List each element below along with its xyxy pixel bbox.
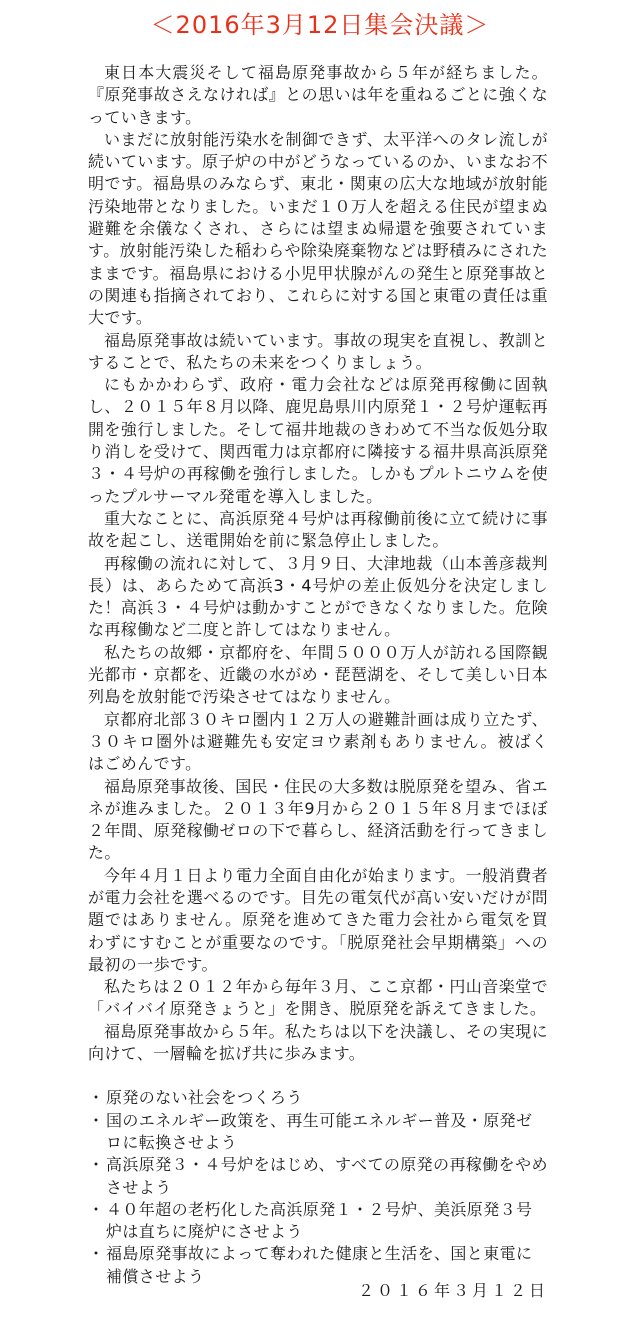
resolution-document [88,62,548,1288]
bullet-dot-icon: ・ [88,1199,105,1219]
paragraph: 福島原発事故から５年。私たちは以下を決議し、その実現に向けて、一層輪を拡げ共に歩みます。 [88,1021,548,1064]
paragraph: いまだに放射能汚染水を制御できず、太平洋へのタレ流しが続いています。原子炉の中がどうなっているのか、いまなお不明です。福島県のみならず、東北・関東の広大な地域が放射能汚染地帯となりました。いまだ１０万人を超える住民が望まぬ避難を余儀なくされ、さらには望まぬ帰還を強要されています。放射能汚染した稲わらや除染廃棄物などは野積みにされたままです。福島県における小児甲状腺がんの発生と原発事故との関連も指摘されており、これらに対する国と東電の責任は重大です。 [88,129,548,328]
resolution-text: 原発のない社会をつくろう [106,1088,303,1108]
bullet-dot-icon: ・ [88,1110,105,1130]
resolution-item [88,1199,548,1244]
resolution-item [88,1154,548,1199]
paragraph: 福島原発事故後、国民・住民の大多数は脱原発を望み、省エネが進みました。２０１３年9月から２０１５年８月までほぼ２年間、原発稼働ゼロの下で暮らし、経済活動を行ってきました。 [88,776,548,863]
paragraph: 東日本大震災そして福島原発事故から５年が経ちました。『原発事故さえなければ』との思いは年を重ねるごとに強くなっていきます。 [88,63,548,127]
resolution-date: ２０１６年３月１２日 [357,1281,548,1300]
bullet-dot-icon: ・ [88,1088,105,1108]
resolution-text: 国のエネルギー政策を、再生可能エネルギー普及・原発ゼロに転換させよう [106,1110,533,1152]
resolution-body [88,62,548,1065]
resolution-list [88,1087,548,1288]
paragraph: 福島原発事故は続いています。事故の現実を直視し、教訓とすることで、私たちの未来をつくりましょう。 [88,330,548,372]
resolution-item [88,1110,548,1155]
paragraph: にもかかわらず、政府・電力会社などは原発再稼働に固執し、２０１５年８月以降、鹿児島県川内原発１・２号炉運転再開を強行しました。そして福井地裁のきわめて不当な仮処分取り消しを受けて、関西電力は京都府に隣接する福井県高浜原発３・４号炉の再稼働を強行しました。しかもプルトニウムを使ったプルサーマル発電を導入しました。 [88,375,548,506]
page-title: ＜2016年3月12日集会決議＞ [150,11,490,39]
paragraph: 再稼働の流れに対して、３月９日、大津地裁（山本善彦裁判長）は、あらためて高浜3・4号炉の差止仮処分を決定しました！高浜３・４号炉は動かすことができなくなりました。危険な再稼働など二度と許してはなりません。 [88,553,548,640]
resolution-item [88,1087,548,1109]
paragraph: 私たちは２０１２年から毎年３月、ここ京都・円山音楽堂で「バイバイ原発きょうと」を開き、脱原発を訴えてきました。 [88,977,548,1019]
bullet-dot-icon: ・ [88,1155,105,1175]
paragraph: 今年４月１日より電力全面自由化が始まります。一般消費者が電力会社を選べるのです。目先の電気代が高い安いだけが問題ではありません。原発を進めてきた電力会社から電気を買わずにすむことが重要なのです。「脱原発社会早期構築」への最初の一歩です。 [88,865,548,974]
resolution-text: ４０年超の老朽化した高浜原発１・２号炉、美浜原発３号炉は直ちに廃炉にさせよう [106,1199,533,1242]
resolution-text: 高浜原発３・４号炉をはじめ、すべての原発の再稼働をやめさせよう [106,1155,548,1197]
paragraph: 京都府北部３０キロ圏内１２万人の避難計画は成り立たず、３０キロ圏外は避難先も安定ヨウ素剤もありません。被ばくはごめんです。 [88,709,548,774]
bullet-dot-icon: ・ [88,1244,105,1264]
resolution-text: 福島原発事故によって奪われた健康と生活を、国と東電に補償させよう [106,1244,533,1286]
paragraph: 重大なことに、高浜原発４号炉は再稼働前後に立て続けに事故を起こし、送電開始を前に緊急停止しました。 [88,508,548,551]
paragraph: 私たちの故郷・京都府を、年間５０００万人が訪れる国際観光都市・京都を、近畿の水がめ・琵琶湖を、そして美しい日本列島を放射能で汚染させてはなりません。 [88,642,548,707]
